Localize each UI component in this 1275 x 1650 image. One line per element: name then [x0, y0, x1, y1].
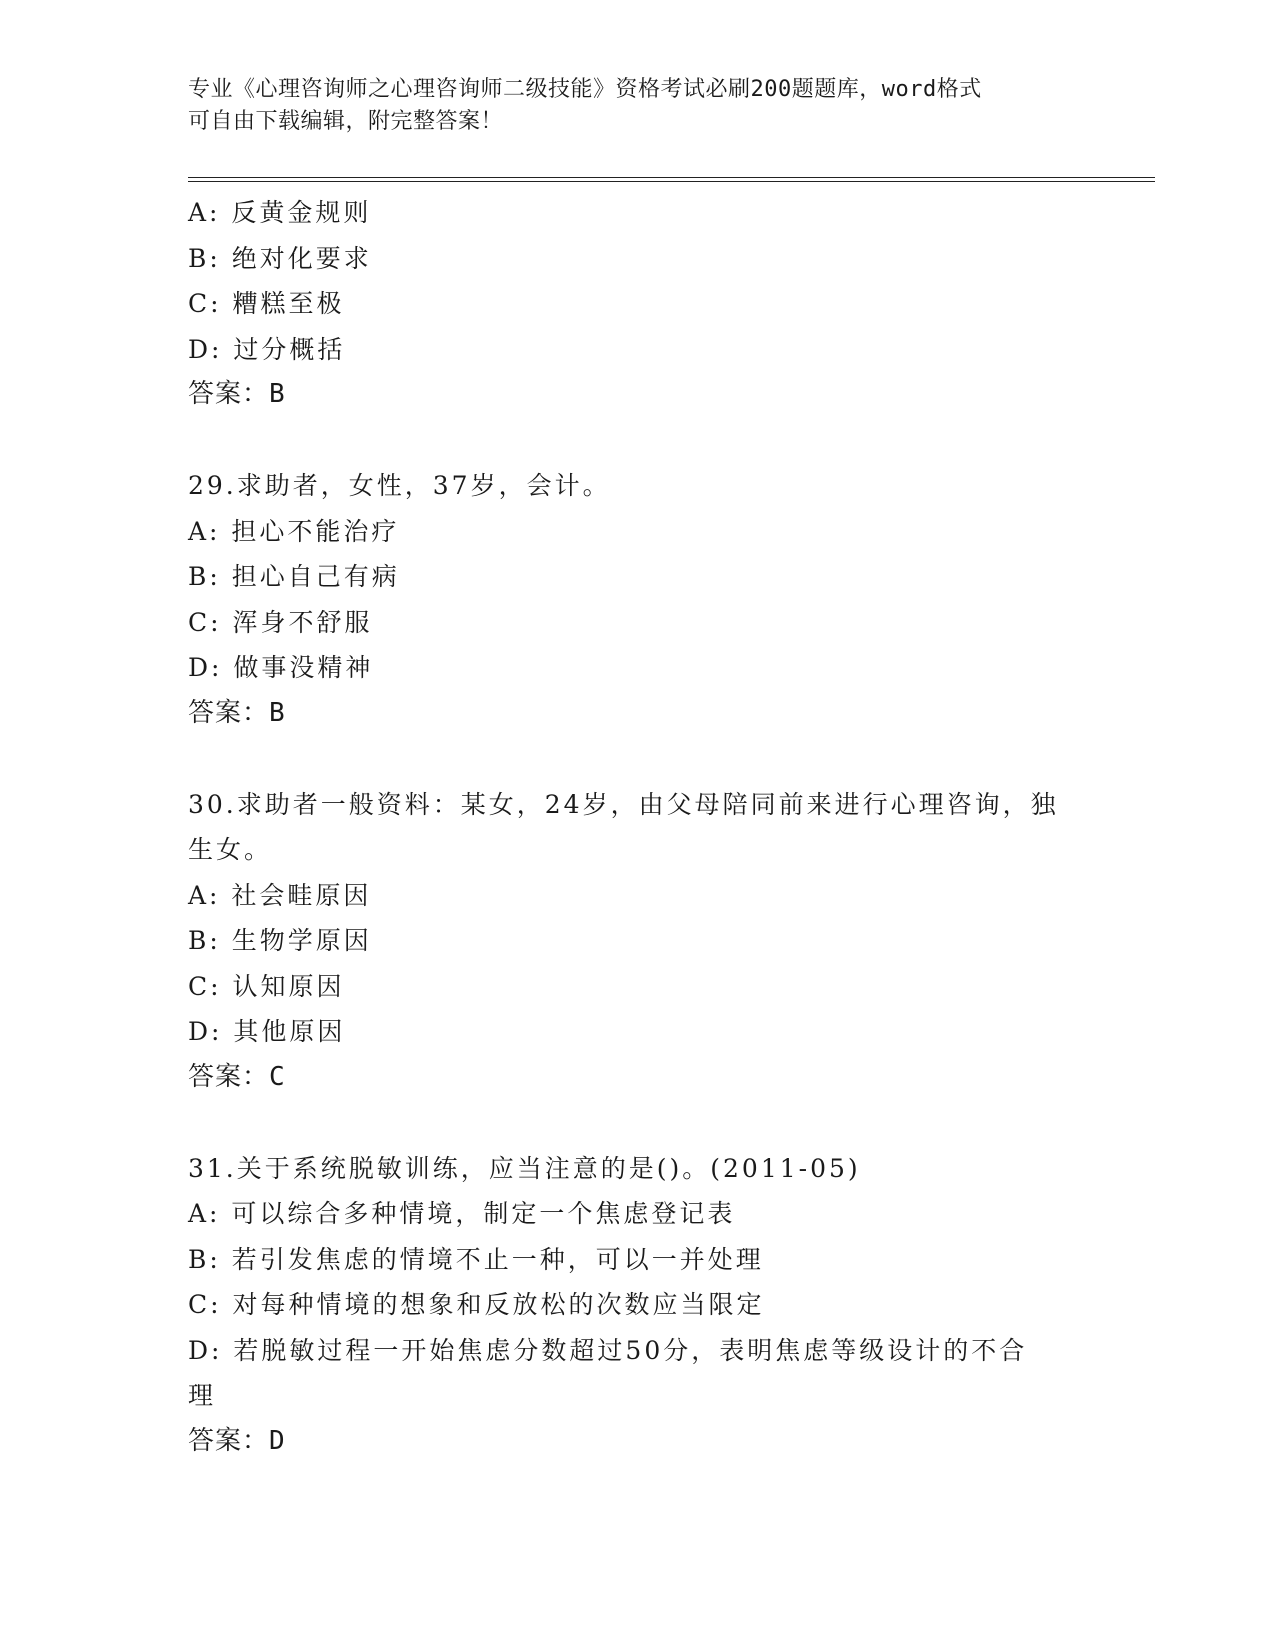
option-c: C: 认知原因 — [188, 971, 345, 1001]
option-b: B: 生物学原因 — [188, 926, 372, 955]
question-text: 29.求助者，女性，37岁，会计。 — [188, 471, 611, 500]
answer-label: 答案：B — [188, 697, 286, 728]
header-divider — [188, 177, 1155, 182]
answer-label: 答案：D — [188, 1425, 286, 1456]
question-text: 31.关于系统脱敏训练，应当注意的是()。(2011-05) — [188, 1153, 861, 1183]
option-a: A: 社会畦原因 — [188, 880, 372, 910]
option-c: C: 糟糕至极 — [188, 289, 345, 318]
option-c: C: 对每种情境的想象和反放松的次数应当限定 — [188, 1290, 765, 1319]
option-d: D: 其他原因 — [188, 1017, 346, 1046]
question-list — [188, 190, 1088, 1464]
answer-label: 答案：C — [188, 1061, 286, 1092]
answer-label: 答案：B — [188, 379, 286, 409]
option-a: A: 可以综合多种情境，制定一个焦虑登记表 — [188, 1199, 736, 1228]
question-block-31 — [188, 1146, 1088, 1465]
option-b: B: 绝对化要求 — [188, 243, 372, 273]
header-title-line-1: 专业《心理咨询师之心理咨询师二级技能》资格考试必刷200题题库，word格式 — [188, 77, 982, 102]
option-b: B: 担心自己有病 — [188, 562, 400, 591]
option-a: A: 反黄金规则 — [188, 198, 372, 227]
question-text-line-2: 生女。 — [188, 835, 273, 864]
document-header — [188, 74, 1088, 138]
question-text-line-1: 30.求助者一般资料：某女，24岁，由父母陪同前来进行心理咨询，独 — [188, 789, 1059, 819]
option-d-line-2: 理 — [188, 1381, 217, 1410]
question-block-28 — [188, 190, 1088, 418]
spacer — [188, 418, 1088, 464]
question-block-29 — [188, 463, 1088, 736]
option-d: D: 做事没精神 — [188, 653, 374, 682]
option-b: B: 若引发焦虑的情境不止一种，可以一并处理 — [188, 1244, 764, 1274]
question-block-30 — [188, 782, 1088, 1101]
option-d-line-1: D: 若脱敏过程一开始焦虑分数超过50分，表明焦虑等级设计的不合 — [188, 1335, 1028, 1365]
option-a: A: 担心不能治疗 — [188, 516, 400, 546]
header-title-line-2: 可自由下载编辑，附完整答案！ — [188, 109, 504, 134]
option-c: C: 浑身不舒服 — [188, 607, 373, 637]
spacer — [188, 1100, 1088, 1146]
option-d: D: 过分概括 — [188, 334, 346, 364]
spacer — [188, 736, 1088, 782]
